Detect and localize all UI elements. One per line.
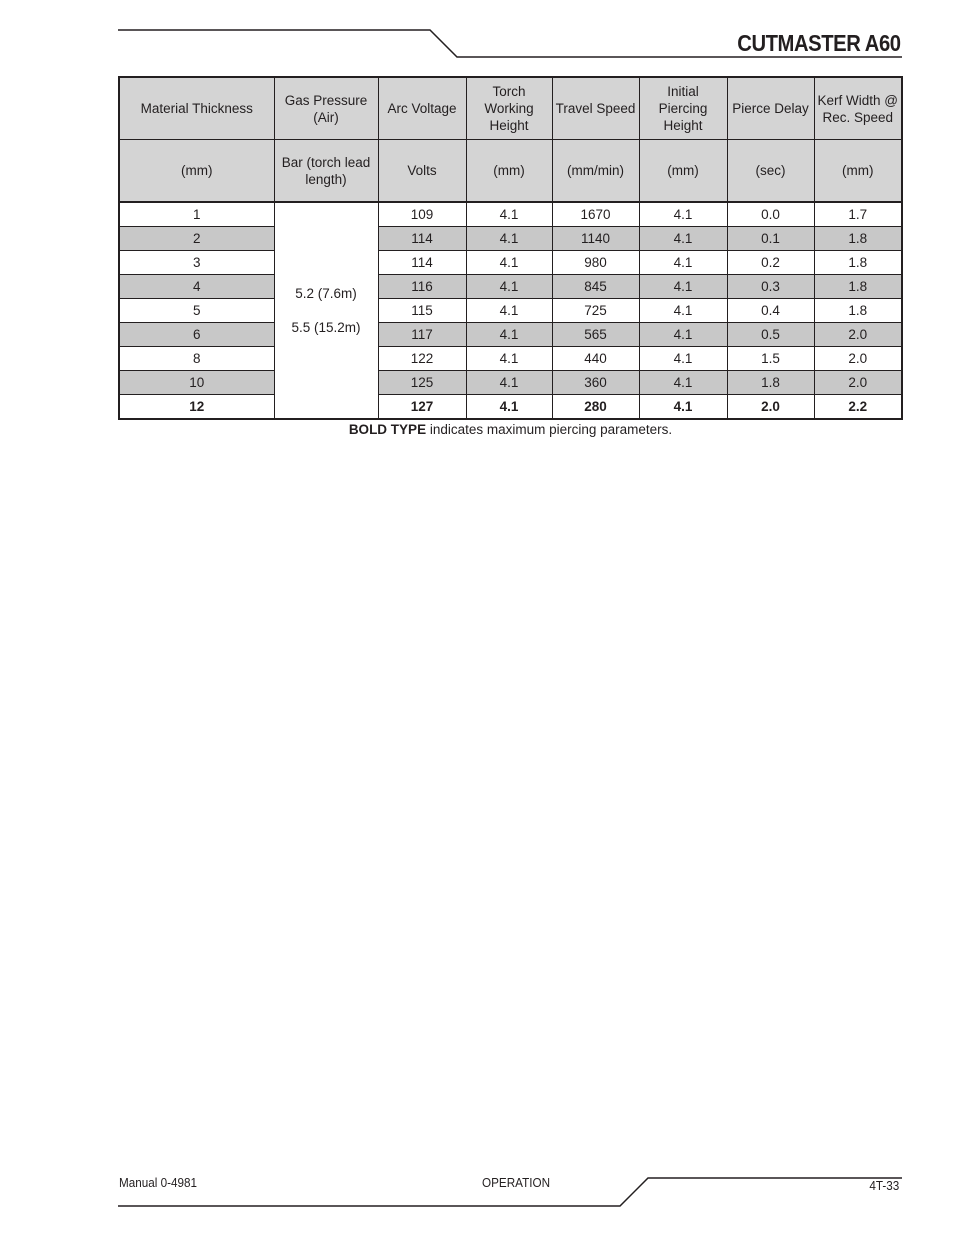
speed-cell: 725 <box>552 299 639 323</box>
table-row <box>119 202 902 227</box>
column-header: Arc Voltage <box>378 77 466 140</box>
delay-cell: 0.5 <box>727 323 814 347</box>
delay-cell: 0.2 <box>727 251 814 275</box>
units-header-row <box>119 140 902 203</box>
voltage-cell: 115 <box>378 299 466 323</box>
kerf-cell: 1.7 <box>814 202 902 227</box>
column-header: Torch Working Height <box>466 77 552 140</box>
column-header: Initial Piercing Height <box>639 77 727 140</box>
speed-cell: 1140 <box>552 227 639 251</box>
pierce-height-cell: 4.1 <box>639 347 727 371</box>
voltage-cell: 122 <box>378 347 466 371</box>
voltage-cell: 116 <box>378 275 466 299</box>
pierce-height-cell: 4.1 <box>639 299 727 323</box>
column-header: Material Thickness <box>119 77 274 140</box>
voltage-cell: 127 <box>378 395 466 420</box>
column-header: Travel Speed <box>552 77 639 140</box>
section-name: OPERATION <box>482 1175 551 1190</box>
gas-pressure-value: 5.2 (7.6m) <box>295 286 357 301</box>
kerf-cell: 1.8 <box>814 299 902 323</box>
pierce-height-cell: 4.1 <box>639 323 727 347</box>
kerf-cell: 2.0 <box>814 347 902 371</box>
unit-header: Volts <box>378 140 466 203</box>
height-cell: 4.1 <box>466 251 552 275</box>
speed-cell: 440 <box>552 347 639 371</box>
table-row <box>119 371 902 395</box>
unit-header: (mm) <box>466 140 552 203</box>
thickness-cell: 8 <box>119 347 274 371</box>
footnote-text: indicates maximum piercing parameters. <box>426 422 673 437</box>
thickness-cell: 5 <box>119 299 274 323</box>
table-row <box>119 395 902 420</box>
document-title: CUTMASTER A60 <box>737 30 901 56</box>
height-cell: 4.1 <box>466 323 552 347</box>
voltage-cell: 117 <box>378 323 466 347</box>
speed-cell: 280 <box>552 395 639 420</box>
column-header: Gas Pressure (Air) <box>274 77 378 140</box>
height-cell: 4.1 <box>466 275 552 299</box>
kerf-cell: 2.2 <box>814 395 902 420</box>
thickness-cell: 12 <box>119 395 274 420</box>
unit-header: (mm) <box>119 140 274 203</box>
gas-pressure-value: 5.5 (15.2m) <box>291 320 361 335</box>
height-cell: 4.1 <box>466 227 552 251</box>
unit-header: (mm) <box>639 140 727 203</box>
pierce-height-cell: 4.1 <box>639 251 727 275</box>
voltage-cell: 125 <box>378 371 466 395</box>
height-cell: 4.1 <box>466 395 552 420</box>
footnote-bold: BOLD TYPE <box>348 422 427 437</box>
unit-header: Bar (torch lead length) <box>274 140 378 203</box>
page-number: 4T-33 <box>869 1178 899 1193</box>
pierce-height-cell: 4.1 <box>639 275 727 299</box>
delay-cell: 0.3 <box>727 275 814 299</box>
pierce-height-cell: 4.1 <box>639 371 727 395</box>
thickness-cell: 3 <box>119 251 274 275</box>
thickness-cell: 1 <box>119 202 274 227</box>
voltage-cell: 109 <box>378 202 466 227</box>
height-cell: 4.1 <box>466 202 552 227</box>
cutting-parameters-table <box>118 76 903 420</box>
unit-header: (mm) <box>814 140 902 203</box>
pierce-height-cell: 4.1 <box>639 395 727 420</box>
table-row <box>119 275 902 299</box>
column-header: Kerf Width @ Rec. Speed <box>814 77 902 140</box>
kerf-cell: 1.8 <box>814 227 902 251</box>
kerf-cell: 1.8 <box>814 251 902 275</box>
speed-cell: 565 <box>552 323 639 347</box>
kerf-cell: 2.0 <box>814 371 902 395</box>
manual-number: Manual 0-4981 <box>119 1175 198 1190</box>
table-row <box>119 299 902 323</box>
delay-cell: 0.0 <box>727 202 814 227</box>
kerf-cell: 1.8 <box>814 275 902 299</box>
table-row <box>119 323 902 347</box>
speed-cell: 1670 <box>552 202 639 227</box>
kerf-cell: 2.0 <box>814 323 902 347</box>
speed-cell: 845 <box>552 275 639 299</box>
thickness-cell: 10 <box>119 371 274 395</box>
height-cell: 4.1 <box>466 371 552 395</box>
delay-cell: 1.8 <box>727 371 814 395</box>
thickness-cell: 2 <box>119 227 274 251</box>
voltage-cell: 114 <box>378 227 466 251</box>
height-cell: 4.1 <box>466 347 552 371</box>
unit-header: (mm/min) <box>552 140 639 203</box>
table-row <box>119 347 902 371</box>
table-row <box>119 251 902 275</box>
table-row <box>119 227 902 251</box>
speed-cell: 980 <box>552 251 639 275</box>
delay-cell: 2.0 <box>727 395 814 420</box>
delay-cell: 0.1 <box>727 227 814 251</box>
gas-pressure-cell <box>274 202 378 419</box>
column-header: Pierce Delay <box>727 77 814 140</box>
column-header-row <box>119 77 902 140</box>
thickness-cell: 4 <box>119 275 274 299</box>
pierce-height-cell: 4.1 <box>639 202 727 227</box>
thickness-cell: 6 <box>119 323 274 347</box>
pierce-height-cell: 4.1 <box>639 227 727 251</box>
speed-cell: 360 <box>552 371 639 395</box>
delay-cell: 0.4 <box>727 299 814 323</box>
height-cell: 4.1 <box>466 299 552 323</box>
voltage-cell: 114 <box>378 251 466 275</box>
unit-header: (sec) <box>727 140 814 203</box>
table-body <box>119 202 902 419</box>
delay-cell: 1.5 <box>727 347 814 371</box>
footnote <box>118 422 903 437</box>
